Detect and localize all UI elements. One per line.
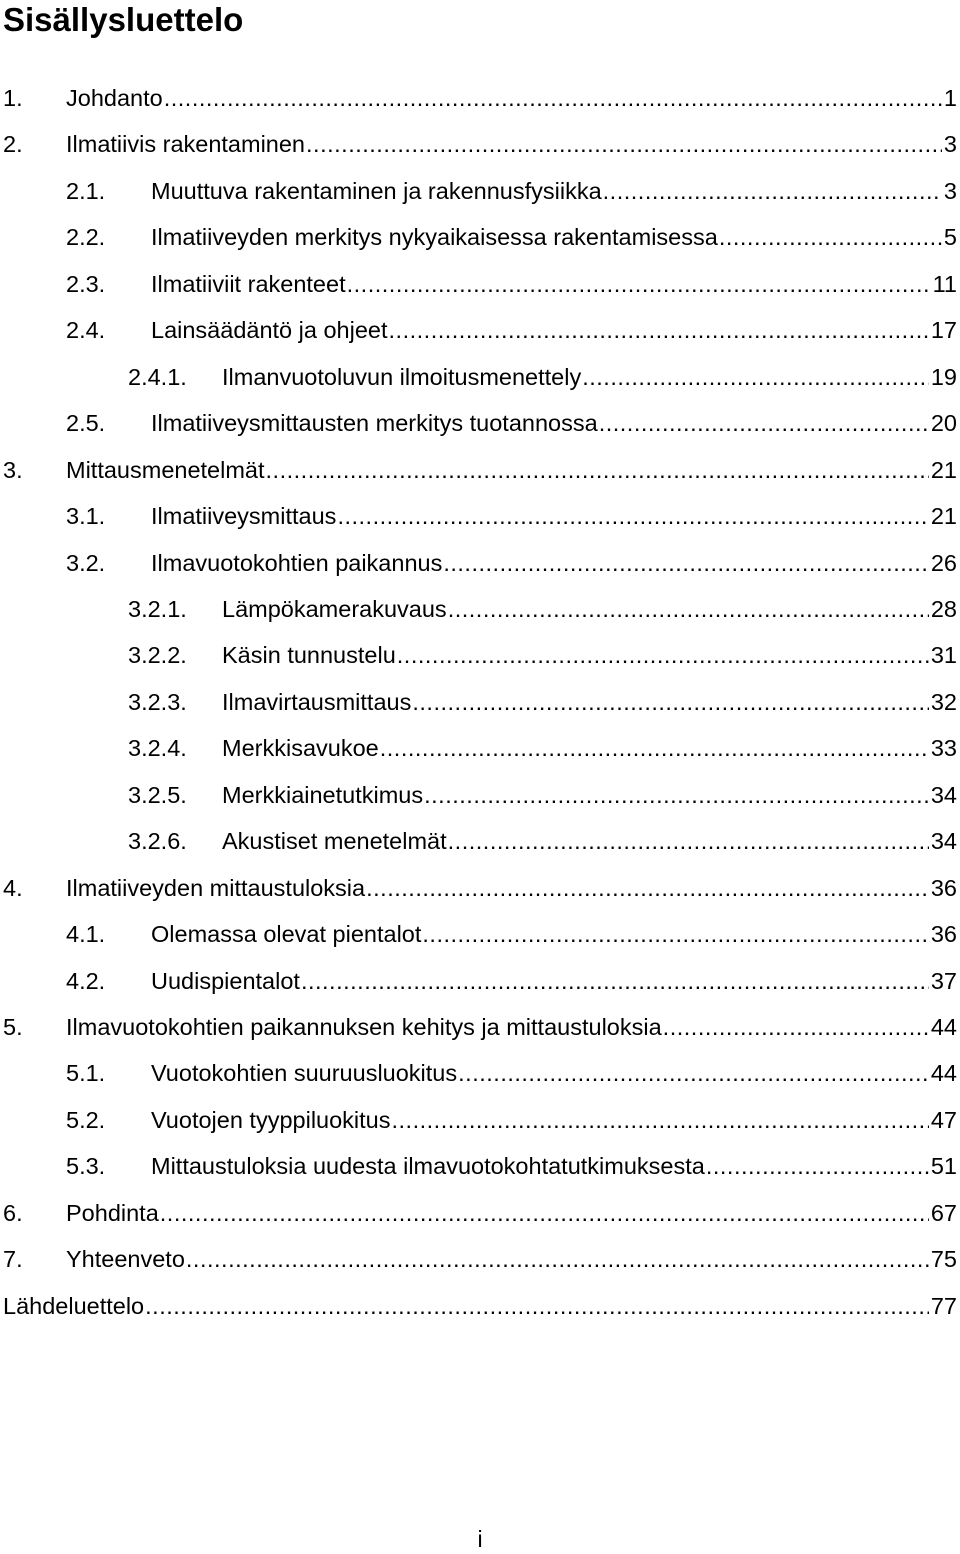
toc-dot-leader	[599, 403, 929, 443]
toc-entry[interactable]	[0, 868, 960, 908]
toc-dot-leader	[186, 1239, 929, 1279]
toc-entry-title: Lainsäädäntö ja ohjeet	[151, 317, 388, 344]
toc-entry-page: 34	[930, 781, 957, 808]
toc-entry-page: 77	[930, 1292, 957, 1319]
toc-entry[interactable]	[0, 171, 960, 211]
toc-entry-title: Mittaustuloksia uudesta ilmavuotokohtatutkimuksesta	[151, 1153, 705, 1180]
toc-entry[interactable]	[0, 682, 960, 722]
toc-entry-title: Ilmavuotokohtien paikannuksen kehitys ja mittaustuloksia	[66, 1014, 662, 1040]
toc-entry-number: 2.2.	[66, 224, 106, 251]
toc-entry-number: 1.	[3, 85, 23, 111]
toc-dot-leader	[389, 310, 929, 350]
toc-entry-number: 2.1.	[66, 177, 106, 204]
toc-entry-page: 44	[930, 1014, 957, 1040]
toc-entry[interactable]	[0, 821, 960, 861]
toc-dot-leader	[397, 635, 929, 675]
toc-entry-page: 21	[930, 503, 957, 530]
toc-entry-number: 3.2.1.	[128, 595, 187, 622]
toc-entry-title: Lämpökamerakuvaus	[222, 595, 447, 622]
toc-dot-leader	[347, 264, 931, 304]
toc-entry-number: 7.	[3, 1246, 23, 1273]
toc-entry[interactable]	[0, 1239, 960, 1279]
toc-dot-leader	[160, 1193, 929, 1233]
toc-entry-title: Uudispientalot	[151, 967, 300, 994]
toc-entry-page: 17	[930, 317, 957, 344]
toc-entry-title: Vuotokohtien suuruusluokitus	[151, 1060, 458, 1087]
toc-entry[interactable]	[0, 1007, 960, 1047]
toc-entry-title: Pohdinta	[66, 1199, 159, 1226]
page-number-footer: i	[477, 1526, 483, 1552]
toc-entry-number: 5.3.	[66, 1153, 106, 1180]
toc-dot-leader	[306, 124, 942, 164]
toc-entry-number: 3.2.5.	[128, 781, 187, 808]
toc-entry-title: Ilmatiivis rakentaminen	[66, 131, 306, 158]
toc-entry-title: Ilmavuotokohtien paikannus	[151, 549, 443, 576]
toc-dot-leader	[706, 1146, 929, 1186]
toc-entry[interactable]	[0, 450, 960, 490]
toc-dot-leader	[458, 1053, 929, 1093]
toc-entry[interactable]	[0, 1286, 960, 1326]
toc-dot-leader	[337, 496, 928, 536]
toc-entry[interactable]	[0, 961, 960, 1001]
toc-dot-leader	[663, 1007, 929, 1047]
toc-entry[interactable]	[0, 914, 960, 954]
toc-entry[interactable]	[0, 775, 960, 815]
toc-entry[interactable]	[0, 1146, 960, 1186]
toc-dot-leader	[448, 821, 929, 861]
toc-dot-leader	[603, 171, 942, 211]
toc-entry-title: Vuotojen tyyppiluokitus	[151, 1106, 391, 1133]
toc-entry-page: 1	[943, 85, 957, 111]
toc-entry[interactable]	[0, 1100, 960, 1140]
toc-entry-title: Ilmatiiveyden mittaustuloksia	[66, 874, 366, 901]
toc-entry-page: 21	[930, 456, 957, 483]
toc-entry-page: 33	[930, 735, 957, 762]
toc-entry-number: 2.4.	[66, 317, 106, 344]
toc-dot-leader	[422, 914, 928, 954]
toc-entry-number: 3.1.	[66, 503, 106, 530]
toc-dot-leader	[145, 1286, 929, 1326]
toc-entry-title: Muuttuva rakentaminen ja rakennusfysiikka	[151, 177, 602, 204]
toc-entry-title: Merkkisavukoe	[222, 735, 379, 762]
toc-dot-leader	[392, 1100, 929, 1140]
toc-entry-number: 4.1.	[66, 921, 106, 948]
toc-entry-title: Ilmatiiveysmittaus	[151, 503, 337, 530]
toc-entry-title: Ilmanvuotoluvun ilmoitusmenettely	[222, 363, 582, 390]
toc-dot-leader	[582, 357, 929, 397]
toc-dot-leader	[424, 775, 929, 815]
toc-entry-page: 36	[930, 874, 957, 901]
toc-entry-title: Ilmatiiveysmittausten merkitys tuotannossa	[151, 410, 598, 437]
toc-entry[interactable]	[0, 217, 960, 257]
toc-entry-page: 3	[943, 177, 957, 204]
toc-entry-number: 4.2.	[66, 967, 106, 994]
toc-entry[interactable]	[0, 78, 960, 118]
toc-entry-number: 3.	[3, 456, 23, 483]
toc-entry[interactable]	[0, 357, 960, 397]
toc-entry-title: Olemassa olevat pientalot	[151, 921, 422, 948]
toc-entry-page: 3	[943, 131, 957, 158]
toc-entry[interactable]	[0, 1053, 960, 1093]
toc-entry-number: 4.	[3, 874, 23, 901]
toc-entry-page: 34	[930, 828, 957, 855]
toc-entry-title: Mittausmenetelmät	[66, 456, 265, 483]
toc-entry-number: 2.5.	[66, 410, 106, 437]
toc-entry[interactable]	[0, 496, 960, 536]
toc-entry-title: Yhteenveto	[66, 1246, 185, 1273]
toc-dot-leader	[412, 682, 929, 722]
toc-entry-title: Ilmavirtausmittaus	[222, 688, 412, 715]
toc-entry-page: 5	[943, 224, 957, 251]
toc-entry[interactable]	[0, 1193, 960, 1233]
toc-entry-title: Ilmatiiveyden merkitys nykyaikaisessa rakentamisessa	[151, 224, 718, 251]
toc-entry-page: 26	[930, 549, 957, 576]
toc-dot-leader	[301, 961, 929, 1001]
toc-entry[interactable]	[0, 635, 960, 675]
toc-dot-leader	[366, 868, 929, 908]
toc-entry-number: 6.	[3, 1199, 23, 1226]
toc-entry-page: 32	[930, 688, 957, 715]
toc-title: Sisällysluettelo	[3, 1, 244, 38]
toc-entry-page: 37	[930, 967, 957, 994]
toc-entry-page: 67	[930, 1199, 957, 1226]
toc-entry-number: 3.2.3.	[128, 688, 187, 715]
toc-entry-page: 11	[932, 270, 957, 297]
toc-entry-number: 3.2.	[66, 549, 106, 576]
toc-dot-leader	[266, 450, 929, 490]
toc-entry-page: 44	[930, 1060, 957, 1087]
toc-entry-number: 5.	[3, 1014, 23, 1040]
toc-entry-title: Lähdeluettelo	[3, 1292, 145, 1319]
toc-entry-page: 75	[930, 1246, 957, 1273]
toc-entry-page: 47	[930, 1106, 957, 1133]
toc-entry-number: 2.4.1.	[128, 363, 187, 390]
toc-entry[interactable]	[0, 310, 960, 350]
toc-entry-title: Ilmatiiviit rakenteet	[151, 270, 346, 297]
toc-entry-number: 2.	[3, 131, 23, 158]
toc-entry-page: 51	[930, 1153, 957, 1180]
toc-dot-leader	[380, 728, 929, 768]
toc-entry-page: 31	[930, 642, 957, 669]
toc-entry-page: 20	[930, 410, 957, 437]
toc-entry[interactable]	[0, 728, 960, 768]
toc-dot-leader	[448, 589, 929, 629]
toc-dot-leader	[164, 78, 942, 118]
toc-entry-title: Johdanto	[66, 85, 163, 111]
toc-entry-page: 19	[930, 363, 957, 390]
toc-dot-leader	[443, 543, 929, 583]
toc-entry-page: 28	[930, 595, 957, 622]
toc-entry-title: Merkkiainetutkimus	[222, 781, 424, 808]
toc-entry-title: Akustiset menetelmät	[222, 828, 447, 855]
toc-entry[interactable]	[0, 264, 960, 304]
toc-entry-number: 2.3.	[66, 270, 106, 297]
toc-entry-number: 3.2.2.	[128, 642, 187, 669]
toc-entry[interactable]	[0, 543, 960, 583]
toc-entry-page: 36	[930, 921, 957, 948]
toc-entry-number: 3.2.4.	[128, 735, 187, 762]
toc-entry[interactable]	[0, 403, 960, 443]
toc-entry-title: Käsin tunnustelu	[222, 642, 396, 669]
toc-entry-number: 5.1.	[66, 1060, 106, 1087]
toc-entry[interactable]	[0, 124, 960, 164]
toc-dot-leader	[719, 217, 942, 257]
toc-entry-number: 3.2.6.	[128, 828, 187, 855]
toc-entry-number: 5.2.	[66, 1106, 106, 1133]
toc-entry[interactable]	[0, 589, 960, 629]
